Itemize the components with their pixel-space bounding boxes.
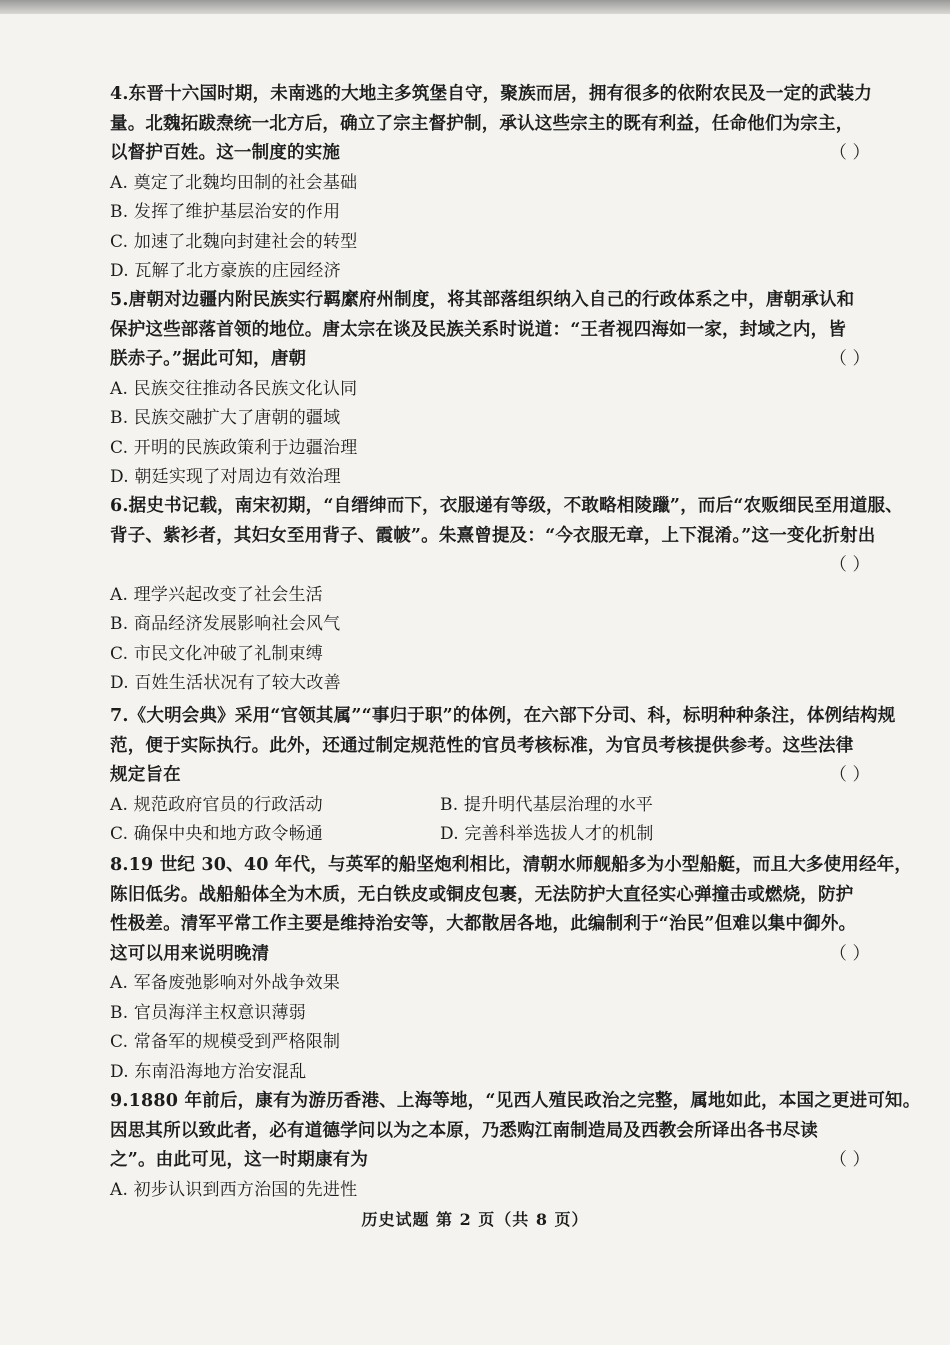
option-c: C. 加速了北魏向封建社会的转型	[110, 231, 358, 252]
answer-bracket: （ ）	[829, 943, 870, 964]
option-c: C. 开明的民族政策利于边疆治理	[110, 437, 358, 458]
question-stem-line: 8.19 世纪 30、40 年代，与英军的船坚炮利相比，清朝水师舰船多为小型船艇，而且大多使用经年，	[110, 855, 913, 875]
option-a: A. 规范政府官员的行政活动	[110, 794, 323, 815]
question-stem-line: 背子、紫衫者，其妇女至用背子、霞帔”。朱熹曾提及：“今衣服无章，上下混淆。”这一变化折射出	[110, 525, 876, 546]
question-stem-line: 这可以用来说明晚清 （ ）	[110, 940, 870, 970]
question-stem-line: 7.《大明会典》采用“官领其属”“事归于职”的体例，在六部下分司、科，标明种种条注，体例结构规	[110, 706, 896, 726]
question-stem-line: 性极差。清军平常工作主要是维持治安等，大都散居各地，此编制利于“治民”但难以集中御外。	[110, 914, 857, 934]
option-d: D. 瓦解了北方豪族的庄园经济	[110, 261, 341, 281]
question-stem-line: 规定旨在 （ ）	[110, 761, 870, 791]
question-stem-line: 5.唐朝对边疆内附民族实行羁縻府州制度，将其部落组织纳入自己的行政体系之中，唐朝承认和	[110, 290, 855, 310]
option-a: A. 理学兴起改变了社会生活	[110, 584, 323, 605]
option-b: B. 商品经济发展影响社会风气	[110, 614, 341, 634]
option-d: D. 东南沿海地方治安混乱	[110, 1061, 307, 1082]
answer-bracket: （ ）	[829, 349, 870, 369]
options-row	[110, 820, 870, 850]
scan-top-edge	[0, 0, 950, 14]
option-b: B. 提升明代基层治理的水平	[440, 794, 654, 815]
answer-bracket: （ ）	[829, 555, 870, 575]
question-4	[110, 80, 873, 287]
question-stem-line: 之”。由此可见，这一时期康有为 （ ）	[110, 1146, 870, 1176]
answer-bracket: （ ）	[829, 1150, 870, 1170]
option-c: C. 常备军的规模受到严格限制	[110, 1032, 341, 1052]
option-a: A. 军备废弛影响对外战争效果	[110, 973, 341, 993]
question-5	[110, 286, 870, 493]
question-stem-line: 因思其所以致此者，必有道德学问以为之本原，乃悉购江南制造局及西教会所译出各书尽读	[110, 1120, 818, 1141]
question-stem-line: 以督护百姓。这一制度的实施 （ ）	[110, 139, 870, 169]
option-a: A. 初步认识到西方治国的先进性	[110, 1179, 358, 1200]
question-stem-line: 9.1880 年前后，康有为游历香港、上海等地，“见西人殖民政治之完整，属地如此，本国之更进可知。	[110, 1091, 921, 1111]
question-9	[110, 1087, 921, 1205]
option-b: B. 发挥了维护基层治安的作用	[110, 202, 341, 222]
question-stem-line: 量。北魏拓跋焘统一北方后，确立了宗主督护制，承认这些宗主的既有利益，任命他们为宗主，	[110, 113, 854, 134]
option-b: B. 民族交融扩大了唐朝的疆域	[110, 408, 341, 428]
answer-bracket: （ ）	[829, 765, 870, 785]
question-7	[110, 702, 896, 850]
question-stem-line: 4.东晋十六国时期，未南逃的大地主多筑堡自守，聚族而居，拥有很多的依附农民及一定的武装力	[110, 84, 873, 104]
question-stem-line	[110, 551, 870, 581]
option-a: A. 民族交往推动各民族文化认同	[110, 378, 358, 399]
page-footer: 历史试题 第 2 页（共 8 页）	[361, 1210, 589, 1229]
option-d: D. 朝廷实现了对周边有效治理	[110, 467, 341, 487]
question-stem-line: 范，便于实际执行。此外，还通过制定规范性的官员考核标准，为官员考核提供参考。这些法律	[110, 735, 854, 756]
options-row	[110, 791, 870, 821]
option-d: D. 百姓生活状况有了较大改善	[110, 673, 341, 693]
answer-bracket: （ ）	[829, 143, 870, 163]
question-stem-line: 朕赤子。”据此可知，唐朝 （ ）	[110, 345, 870, 375]
option-c: C. 确保中央和地方政令畅通	[110, 824, 324, 844]
question-6	[110, 492, 903, 699]
question-stem-line: 保护这些部落首领的地位。唐太宗在谈及民族关系时说道：“王者视四海如一家，封域之内，皆	[110, 319, 846, 340]
question-stem-line: 陈旧低劣。战船船体全为木质，无白铁皮或铜皮包裹，无法防护大直径实心弹撞击或燃烧，防护	[110, 884, 854, 905]
question-8	[110, 851, 913, 1087]
option-a: A. 奠定了北魏均田制的社会基础	[110, 172, 358, 193]
option-c: C. 市民文化冲破了礼制束缚	[110, 643, 324, 664]
option-b: B. 官员海洋主权意识薄弱	[110, 1002, 306, 1023]
option-d: D. 完善科举选拔人才的机制	[440, 824, 654, 844]
question-stem-line: 6.据史书记载，南宋初期，“自缙绅而下，衣服递有等级，不敢略相陵躐”，而后“农贩细民至用道服、	[110, 496, 903, 516]
